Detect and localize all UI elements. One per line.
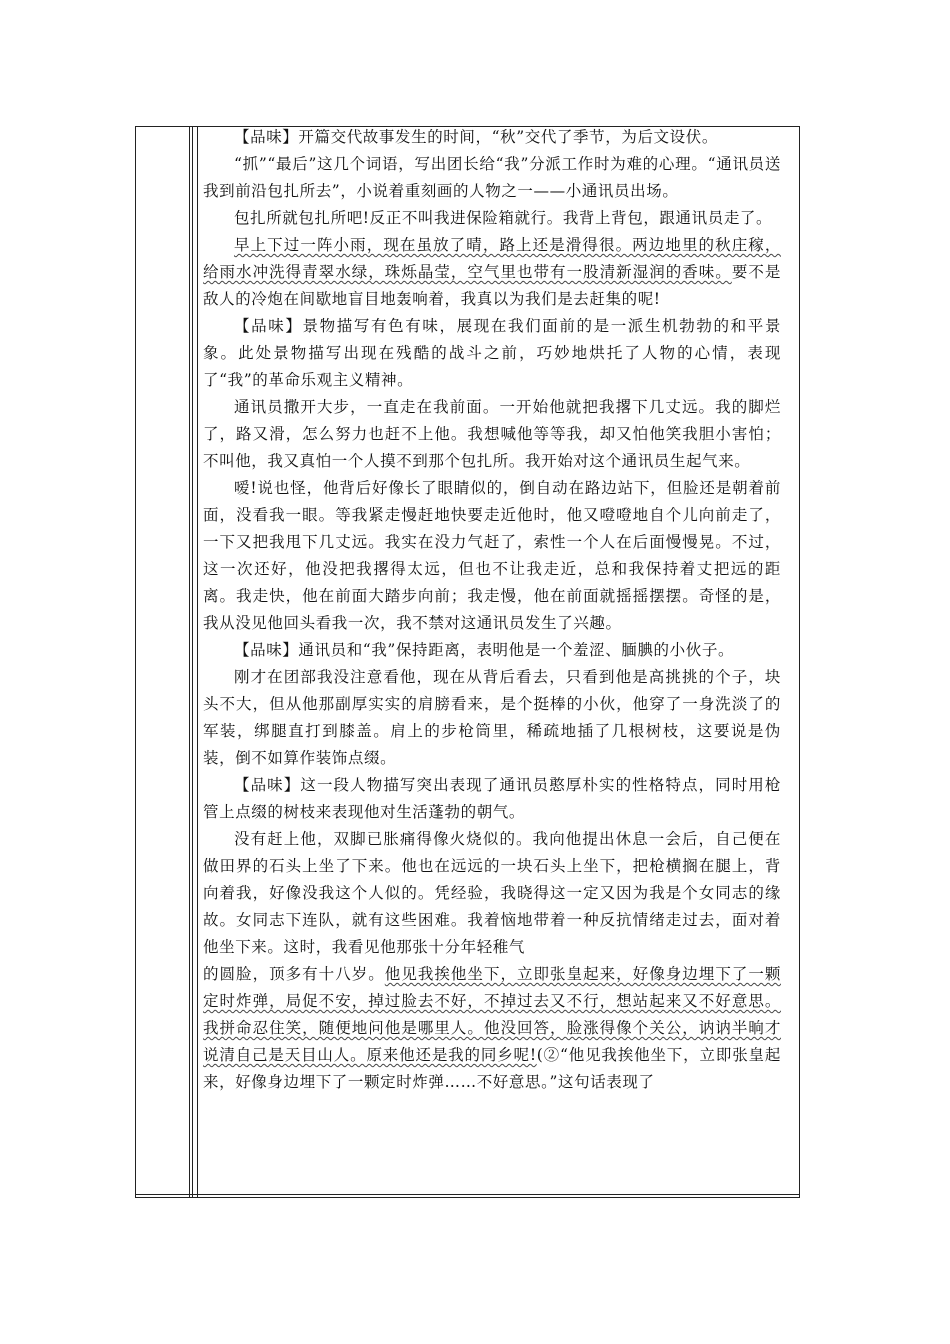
column-divider (189, 127, 190, 1197)
paragraph: 早上下过一阵小雨，现在虽放了晴，路上还是滑得很。两边地里的秋庄稼，给雨水冲洗得青翠水绿，珠烁晶莹，空气里也带有一股清新湿润的香味。要不是敌人的冷炮在间歇地盲目地轰响着，我真以为我们是去赶集的呢! (203, 236, 781, 308)
paragraph: 【品味】开篇交代故事发生的时间，“秋”交代了季节，为后文设伏。 (234, 128, 718, 146)
underlined-text: 早上下过一阵小雨，现在虽放了晴，路上还是滑得很。两边地里的秋庄稼，给雨水冲洗得青翠水绿，珠烁晶莹，空气里也带有一股清新湿润的香味。 (203, 236, 781, 281)
paragraph: 嗳!说也怪，他背后好像长了眼睛似的，倒自动在路边站下，但脸还是朝着前面，没看我一眼。等我紧走慢赶地快要走近他时，他又噔噔地自个儿向前走了，一下又把我甩下几丈远。我实在没力气赶了，索性一个人在后面慢慢晃。不过，这一次还好，他没把我撂得太远，但也不让我走近，总和我保持着丈把远的距离。我走快，他在前面大踏步向前；我走慢，他在前面就摇摇摆摆。奇怪的是，我从没见他回头看我一次，我不禁对这通讯员发生了兴趣。 (203, 479, 781, 632)
paragraph: 【品味】这一段人物描写突出表现了通讯员憨厚朴实的性格特点，同时用枪管上点缀的树枝来表现他对生活蓬勃的朝气。 (203, 776, 781, 821)
bottom-rule (136, 1194, 799, 1195)
paragraph: 的圆脸，顶多有十八岁。他见我挨他坐下，立即张皇起来，好像身边埋下了一颗定时炸弹，局促不安，掉过脸去不好，不掉过去又不行，想站起来又不好意思。我拼命忍住笑，随便地问他是哪里人。他没回答，脸涨得像个关公，讷讷半晌才说清自己是天目山人。原来他还是我的同乡呢!(②“他见我挨他坐下，立即张皇起来，好像身边埋下了一颗定时炸弹……不好意思。”这句话表现了 (203, 965, 781, 1091)
underlined-text: 他见我挨他坐下，立即张皇起来，好像身边埋下了一颗定时炸弹，局促不安，掉过脸去不好，不掉过去又不行，想站起来又不好意思。我拼命忍住笑，随便地问他是哪里人。他没回答，脸涨得像个关公，讷讷半晌才说清自己是天目山人。原来他还是我的同乡呢! (203, 965, 781, 1064)
paragraph: 【品味】通讯员和“我”保持距离，表明他是一个羞涩、腼腆的小伙子。 (234, 641, 735, 659)
paragraph: 通讯员撒开大步，一直走在我前面。一开始他就把我撂下几丈远。我的脚烂了，路又滑，怎么努力也赶不上他。我想喊他等等我，却又怕他笑我胆小害怕；不叫他，我又真怕一个人摸不到那个包扎所。我开始对这个通讯员生起气来。 (203, 398, 781, 470)
paragraph: 包扎所就包扎所吧!反正不叫我进保险箱就行。我背上背包，跟通讯员走了。 (234, 209, 773, 227)
paragraph: 没有赶上他，双脚已胀痛得像火烧似的。我向他提出休息一会后，自己便在做田界的石头上坐了下来。他也在远远的一块石头上坐下，把枪横搁在腿上，背向着我，好像没我这个人似的。凭经验，我晓得这一定又因为我是个女同志的缘故。女同志下连队，就有这些困难。我着恼地带着一种反抗情绪走过去，面对着他坐下来。这时，我看见他那张十分年轻稚气 (203, 830, 781, 956)
paragraph: “抓”“最后”这几个词语，写出团长给“我”分派工作时为难的心理。“通讯员送我到前沿包扎所去”，小说着重刻画的人物之一——小通讯员出场。 (203, 155, 781, 200)
text-body (203, 124, 781, 1096)
paragraph: 【品味】景物描写有色有味，展现在我们面前的是一派生机勃勃的和平景象。此处景物描写出现在残酷的战斗之前，巧妙地烘托了人物的心情，表现了“我”的革命乐观主义精神。 (203, 317, 781, 389)
column-divider (192, 127, 193, 1197)
column-divider (197, 127, 198, 1197)
paragraph: 刚才在团部我没注意看他，现在从背后看去，只看到他是高挑挑的个子，块头不大，但从他那副厚实实的肩膀看来，是个挺棒的小伙，他穿了一身洗淡了的军装，绑腿直打到膝盖。肩上的步枪筒里，稀疏地插了几根树枝，这要说是伪装，倒不如算作装饰点缀。 (203, 668, 781, 767)
